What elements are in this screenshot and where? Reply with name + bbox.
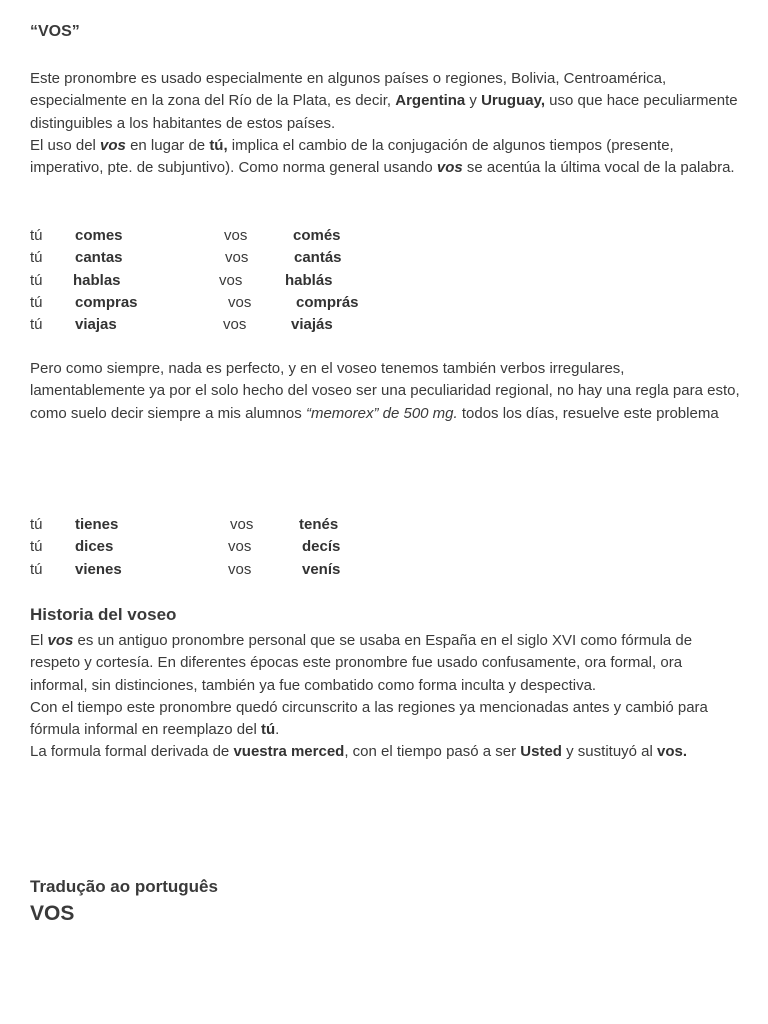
tu-pronoun: tú	[30, 316, 43, 334]
conjugation-row	[30, 292, 742, 314]
vos-pronoun: vos	[228, 538, 252, 556]
tu-pronoun: tú	[30, 538, 43, 556]
vos-form: hablás	[285, 271, 333, 289]
vos-form: cantás	[294, 249, 342, 267]
vos-pronoun: vos	[228, 560, 252, 578]
regular-verbs-table	[30, 225, 742, 336]
vos-pronoun: vos	[225, 249, 249, 267]
vos-form: comés	[293, 227, 341, 244]
usage-paragraph: El uso del vos en lugar de tú, implica el cambio de la conjugación de algunos tiempos (presente, imperativo, pte. de subjuntivo). Como norma general usando vos se acentúa la última vocal de la palabra.	[30, 137, 735, 177]
vos-form: venís	[302, 560, 341, 578]
history-paragraph-3: La formula formal derivada de vuestra merced, con el tiempo pasó a ser Usted y sustituyó al vos.	[30, 743, 688, 761]
vos-pronoun: vos	[219, 271, 243, 289]
document-title: “VOS”	[30, 23, 80, 40]
tu-form: comes	[75, 227, 123, 244]
tu-pronoun: tú	[30, 271, 43, 289]
vos-pronoun: vos	[224, 227, 248, 244]
vos-pronoun: vos	[230, 516, 254, 533]
translation-title: VOS	[30, 902, 75, 925]
tu-pronoun: tú	[30, 560, 43, 578]
history-section	[30, 630, 742, 764]
tu-pronoun: tú	[30, 227, 43, 244]
vos-form: tenés	[299, 516, 339, 533]
vos-form: viajás	[291, 316, 333, 334]
vos-form: decís	[302, 538, 341, 556]
vos-form: comprás	[296, 293, 359, 311]
history-paragraph-1: El vos es un antiguo pronombre personal que se usaba en España en el siglo XVI como fórmula de respeto y cortesía. En diferentes épocas este pronombre fue usado confusamente, ora formal, ora informal, sin distinciones, también ya fue combatido como forma inculta y despectiva.	[30, 632, 693, 694]
tu-form: vienes	[75, 560, 122, 578]
tu-pronoun: tú	[30, 516, 43, 533]
conjugation-row	[30, 225, 742, 247]
conjugation-row	[30, 514, 742, 536]
translation-heading: Tradução ao português	[30, 877, 218, 896]
irregular-verbs-table	[30, 514, 742, 581]
vos-pronoun: vos	[228, 293, 252, 311]
tu-form: cantas	[75, 249, 123, 267]
vos-pronoun: vos	[223, 316, 247, 334]
irregular-verbs-paragraph: Pero como siempre, nada es perfecto, y en el voseo tenemos también verbos irregulares, lamentablemente ya por el solo hecho del voseo ser una peculiaridad regional, no hay una regla para esto, como suelo decir siempre a mis alumnos “memorex” de 500 mg. todos los días, resuelve este problema	[30, 360, 740, 422]
conjugation-row	[30, 247, 742, 269]
conjugation-row	[30, 559, 742, 581]
tu-form: compras	[75, 293, 138, 311]
tu-form: hablas	[73, 271, 121, 289]
conjugation-row	[30, 270, 742, 292]
tu-pronoun: tú	[30, 249, 43, 267]
tu-form: tienes	[75, 516, 119, 533]
tu-form: viajas	[75, 316, 117, 334]
conjugation-row	[30, 536, 742, 558]
tu-pronoun: tú	[30, 293, 43, 311]
history-paragraph-2: Con el tiempo este pronombre quedó circunscrito a las regiones ya mencionadas antes y cambió para fórmula informal en reemplazo del tú.	[30, 698, 708, 739]
intro-paragraph: Este pronombre es usado especialmente en algunos países o regiones, Bolivia, Centroamérica, especialmente en la zona del Río de la Plata, es decir, Argentina y Uruguay, uso que hace peculiarmente distinguibles a los habitantes de estos países.	[30, 70, 738, 132]
history-heading: Historia del voseo	[30, 605, 177, 624]
tu-form: dices	[75, 538, 114, 556]
conjugation-row	[30, 314, 742, 336]
